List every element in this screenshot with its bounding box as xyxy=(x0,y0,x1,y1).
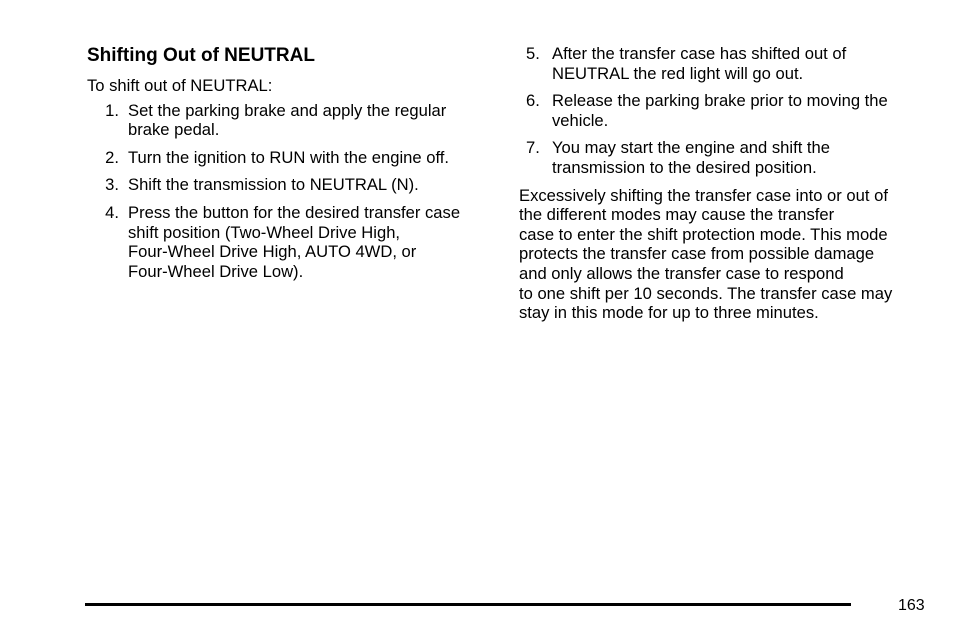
left-column xyxy=(87,44,497,289)
step-text: You may start the engine and shift the transmission to the desired position. xyxy=(552,138,830,177)
step-item xyxy=(519,138,929,177)
step-number: 3. xyxy=(105,175,119,195)
step-number: 4. xyxy=(105,202,119,222)
steps-list-left xyxy=(87,101,497,282)
section-heading: Shifting Out of NEUTRAL xyxy=(87,45,315,66)
step-number: 2. xyxy=(105,147,119,167)
footer-rule xyxy=(85,603,851,606)
step-item xyxy=(519,44,929,83)
steps-list-right xyxy=(519,44,929,178)
step-item xyxy=(87,101,497,140)
step-text: Turn the ignition to RUN with the engine off. xyxy=(128,147,449,167)
step-item xyxy=(87,148,497,168)
step-text: Release the parking brake prior to moving the vehicle. xyxy=(552,91,888,130)
step-number: 5. xyxy=(526,44,540,63)
step-text: Set the parking brake and apply the regular brake pedal. xyxy=(128,100,447,140)
step-text: Press the button for the desired transfer case shift position (Two-Wheel Drive High, Four-Wheel Drive High, AUTO 4WD, or Four-Wheel Drive Low). xyxy=(128,202,461,281)
intro-text: To shift out of NEUTRAL: xyxy=(87,76,273,95)
step-number: 7. xyxy=(526,138,540,158)
step-text: Shift the transmission to NEUTRAL (N). xyxy=(128,175,419,195)
step-item xyxy=(87,203,497,281)
page-number: 163 xyxy=(898,597,925,614)
note-paragraph: Excessively shifting the transfer case into or out of the different modes may cause the transfer case to enter the shift protection mode. This mode protects the transfer case from possible damage and only allows the transfer case to respond to one shift per 10 seconds. The transfer case may stay in this mode for up to three minutes. xyxy=(519,185,893,323)
step-item xyxy=(87,175,497,195)
right-column xyxy=(519,44,929,323)
step-item xyxy=(519,91,929,130)
step-text: After the transfer case has shifted out of NEUTRAL the red light will go out. xyxy=(552,44,847,83)
step-number: 1. xyxy=(105,100,119,120)
step-number: 6. xyxy=(526,91,540,111)
